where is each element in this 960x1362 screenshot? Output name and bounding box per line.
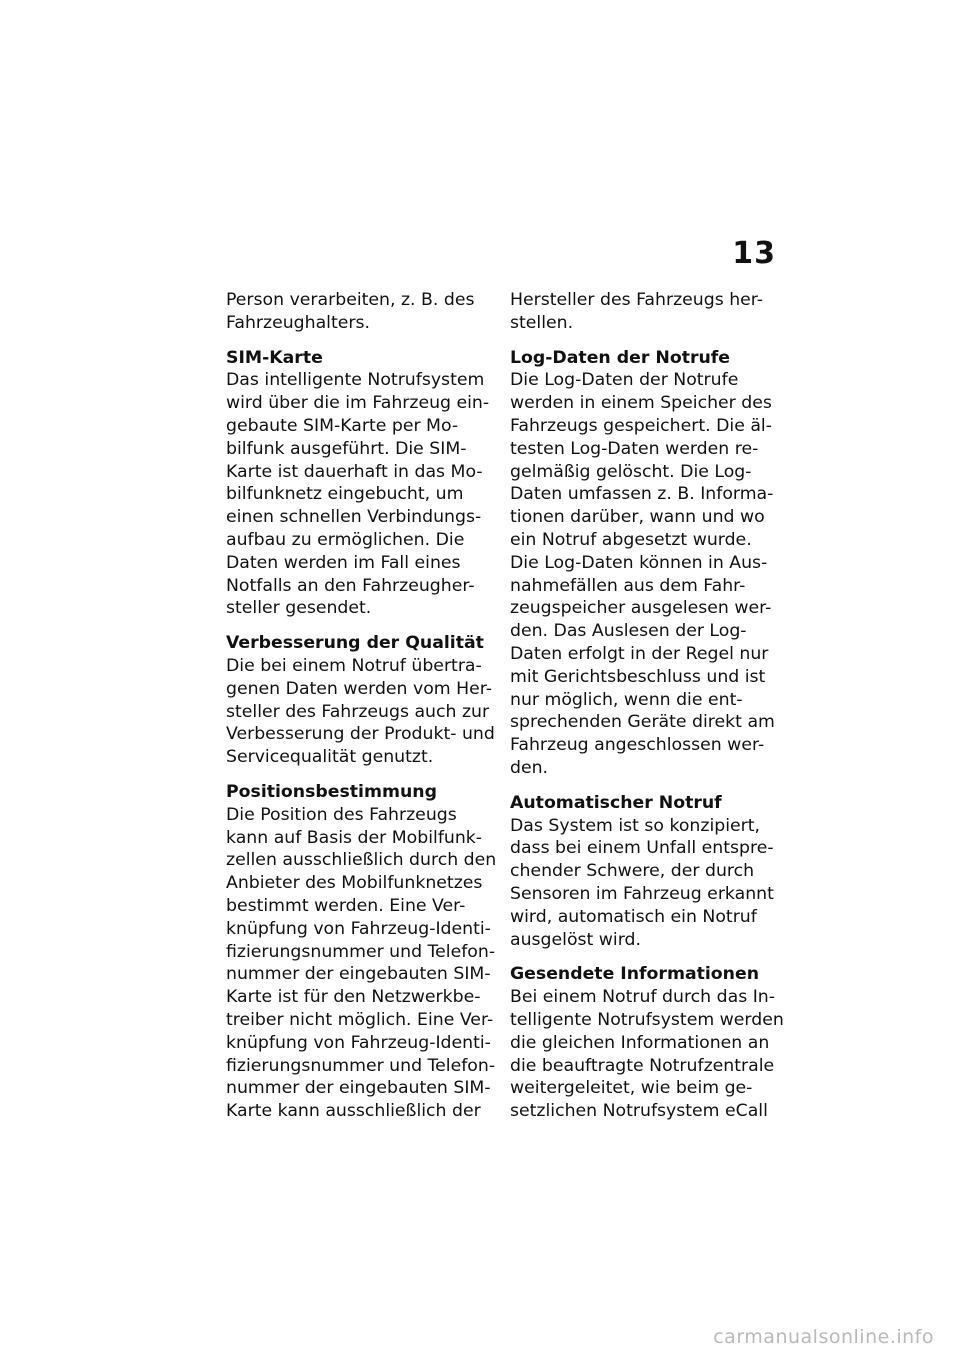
text-line: Die Log-Daten können in Aus- — [510, 552, 768, 573]
text-line: die gleichen Informationen an — [510, 1032, 770, 1053]
section-heading: Log-Daten der Notrufe — [510, 347, 731, 368]
section-sim-karte — [226, 347, 494, 621]
page-number: 13 — [732, 236, 776, 271]
section-heading: Verbesserung der Qualität — [226, 633, 484, 654]
text-line: fizierungsnummer und Telefon- — [226, 1055, 496, 1076]
text-line: kann auf Basis der Mobilfunk- — [226, 827, 483, 848]
text-line: setzlichen Notrufsystem eCall — [510, 1101, 768, 1122]
text-line: chender Schwere, der durch — [510, 861, 755, 882]
text-line: ein Notruf abgesetzt wurde. — [510, 529, 752, 550]
text-line: die beauftragte Notrufzentrale — [510, 1055, 775, 1076]
text-line: wird, automatisch ein Notruf — [510, 906, 757, 927]
text-line: nahmefällen aus dem Fahr- — [510, 575, 746, 596]
text-line: genen Daten werden vom Her- — [226, 678, 492, 699]
text-line: stellen. — [510, 312, 574, 333]
section-verbesserung-der-qualitaet — [226, 632, 494, 769]
left-column — [226, 289, 497, 1135]
text-line: Servicequalität genutzt. — [226, 747, 434, 768]
footer-watermark: carmanualsonline.info — [713, 1326, 934, 1348]
text-line: den. Das Auslesen der Log- — [510, 621, 747, 642]
text-line: nur möglich, wenn die ent- — [510, 689, 743, 710]
section-gesendete-informationen — [510, 963, 784, 1123]
text-line: fizierungsnummer und Telefon- — [226, 941, 496, 962]
text-line: Daten umfassen z. B. Informa- — [510, 484, 774, 505]
text-line: Daten werden im Fall eines — [226, 552, 461, 573]
section-heading: Automatischer Notruf — [510, 792, 722, 813]
text-line: ausgelöst wird. — [510, 929, 641, 950]
text-line: Anbieter des Mobilfunknetzes — [226, 873, 483, 894]
text-line: tionen darüber, wann und wo — [510, 507, 765, 528]
text-line: sprechenden Geräte direkt am — [510, 712, 775, 733]
section-automatischer-notruf — [510, 792, 778, 952]
text-line: Das intelligente Notrufsystem — [226, 370, 485, 391]
section-heading: Gesendete Informationen — [510, 964, 760, 985]
text-line: bestimmt werden. Eine Ver- — [226, 895, 466, 916]
text-line: werden in einem Speicher des — [510, 393, 772, 414]
text-line: Das System ist so konzipiert, — [510, 815, 761, 836]
text-line: Bei einem Notruf durch das In- — [510, 987, 775, 1008]
text-line: nummer der eingebauten SIM- — [226, 1078, 491, 1099]
text-line: Notfalls an den Fahrzeugher- — [226, 575, 475, 596]
text-line: den. — [510, 757, 549, 778]
text-line: Karte kann ausschließlich der — [226, 1101, 481, 1122]
text-line: Verbesserung der Produkt- und — [226, 724, 495, 745]
text-line: knüpfung von Fahrzeug-Identi- — [226, 1032, 491, 1053]
text-line: dass bei einem Unfall entspre- — [510, 838, 774, 859]
text-line: einen schnellen Verbindungs- — [226, 507, 482, 528]
section-log-daten-der-notrufe — [510, 347, 778, 780]
text-line: gebaute SIM-Karte per Mo- — [226, 415, 459, 436]
text-line: Karte ist für den Netzwerkbe- — [226, 987, 481, 1008]
text-line: weitergeleitet, wie beim ge- — [510, 1078, 753, 1099]
text-line: steller gesendet. — [226, 598, 372, 619]
text-line: gelmäßig gelöscht. Die Log- — [510, 461, 752, 482]
text-line: knüpfung von Fahrzeug-Identi- — [226, 918, 491, 939]
text-line: Sensoren im Fahrzeug erkannt — [510, 883, 774, 904]
text-line: steller des Fahrzeugs auch zur — [226, 701, 490, 722]
section-heading: SIM-Karte — [226, 347, 323, 368]
section-positionsbestimmung — [226, 781, 497, 1123]
text-line: Die bei einem Notruf übertra- — [226, 655, 482, 676]
text-line: telligente Notrufsystem werden — [510, 1009, 784, 1030]
text-line: Person verarbeiten, z. B. des — [226, 290, 475, 310]
text-line: wird über die im Fahrzeug ein- — [226, 393, 490, 414]
text-line: bilfunknetz eingebucht, um — [226, 484, 464, 505]
text-line: Fahrzeug angeschlossen wer- — [510, 735, 765, 756]
text-line: bilfunk ausgeführt. Die SIM- — [226, 438, 467, 459]
text-line: aufbau zu ermöglichen. Die — [226, 529, 465, 550]
text-line: mit Gerichtsbeschluss und ist — [510, 666, 766, 687]
text-line: testen Log-Daten werden re- — [510, 438, 759, 459]
text-line: treiber nicht möglich. Eine Ver- — [226, 1009, 494, 1030]
text-line: zellen ausschließlich durch den — [226, 850, 497, 871]
continued-paragraph — [226, 289, 494, 335]
text-line: Fahrzeugs gespeichert. Die äl- — [510, 415, 772, 436]
continued-paragraph — [510, 289, 778, 335]
text-line: zeugspeicher ausgelesen wer- — [510, 598, 772, 619]
text-line: Die Position des Fahrzeugs — [226, 804, 457, 825]
text-line: Daten erfolgt in der Regel nur — [510, 643, 769, 664]
text-line: Karte ist dauerhaft in das Mo- — [226, 461, 483, 482]
text-line: nummer der eingebauten SIM- — [226, 964, 491, 985]
text-line: Hersteller des Fahrzeugs her- — [510, 290, 764, 310]
text-line: Fahrzeughalters. — [226, 312, 370, 333]
text-line: Die Log-Daten der Notrufe — [510, 370, 739, 391]
right-column — [510, 289, 784, 1135]
section-heading: Positionsbestimmung — [226, 781, 437, 802]
